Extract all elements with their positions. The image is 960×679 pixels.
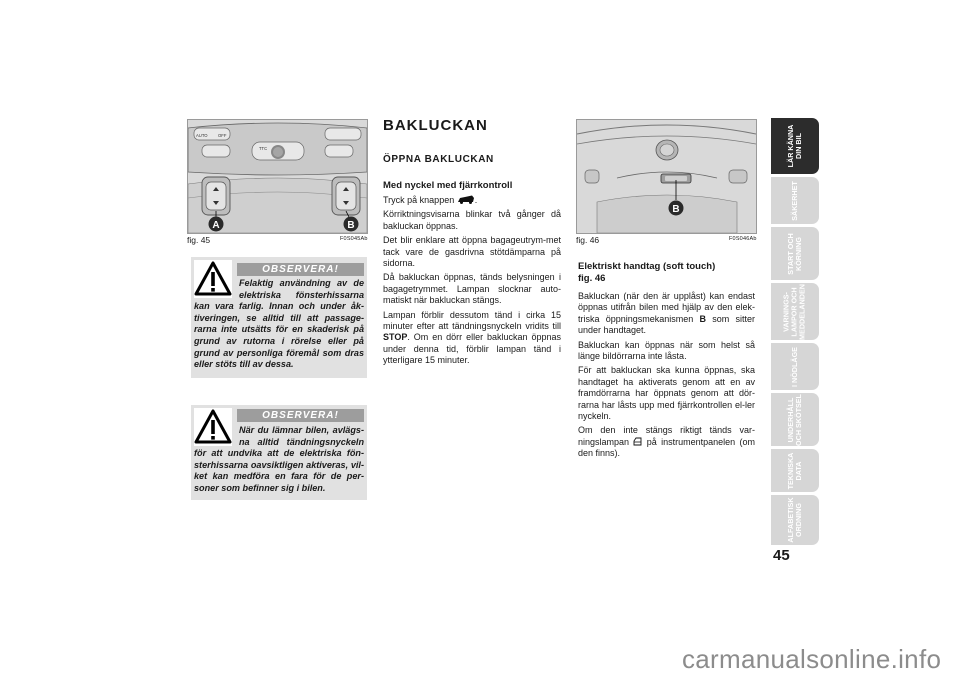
section-subtitle: ÖPPNA BAKLUCKAN [383,154,494,165]
tab-label: TEKNISKA DATA [785,452,803,489]
warning-box-1 [191,257,367,378]
warning-heading: OBSERVERA! [237,409,364,422]
paragraph: Körriktningsvisarna blinkar två gånger då bakluckan öppnas. [383,209,561,231]
paragraph-key-button: Tryck på knappen . [383,195,478,205]
figure-45-image [187,119,368,234]
figure-46-image [576,119,757,234]
watermark: carmanualsonline.info [682,644,942,674]
page-title: BAKLUCKAN [383,117,488,134]
paragraph: Det blir enklare att öppna bagageutrym-met tack vare de gasdrivna stötdämparna på sidorna. [383,235,561,269]
paragraph: Då bakluckan öppnas, tänds belysningen i bagagetrymmet. Lampan slocknar auto-matiskt när bakluckan stängs. [383,272,561,306]
label-a: A [212,220,220,231]
tab-alfabetisk-ordning[interactable] [771,495,819,545]
tab-label: VARNINGS- LAMPOR OCH MEDDELANDEN [781,283,808,340]
warning-text: När du lämnar bilen, avlägs-na alltid tändningsnyckeln för att undvika att de elektriska fön-sterhissarna oavsiktligen aktiveras, vil-ket kan medföra en fara för de per-soner som befinner sig i bilen. [194,425,364,493]
fig-45-code: F0S045Ab [340,236,368,242]
section-heading [578,261,715,285]
ttc-label: TTC [259,146,268,151]
tab-varningslampor[interactable] [771,283,819,340]
right-text-column [578,291,755,460]
paragraph-warning-lamp: Om den inte stängs riktigt tänds var-ningslampan på instrumentpanelen (om den finns). [578,425,755,459]
tab-label: LÄR KÄNNA DIN BIL [785,124,803,168]
label-b: B [672,204,680,215]
tab-label: I NÖDLÄGE [789,346,799,387]
tab-label: ALFABETISK ORDNING [785,497,803,543]
tab-label: START OCH KÖRNING [785,232,803,275]
fig-45-caption: fig. 45 [187,235,211,245]
car-trunk-key-icon [457,195,475,204]
paragraph-lamp: Lampan förblir dessutom tänd i cirka 15 minuter efter att tändningsnyckeln vridits till STOP. Om en dörr eller bakluckan öppnas under denna tid, förblir lampan tänd i ytterligare 15 minuter. [383,309,561,366]
tab-lar-kanna-din-bil[interactable] [771,118,819,174]
tab-underhall-och-skotsel[interactable] [771,393,819,446]
warning-heading: OBSERVERA! [237,263,364,276]
paragraph: Bakluckan kan öppnas när som helst så länge bildörrarna inte låsta. [578,339,755,362]
tab-tekniska-data[interactable] [771,449,819,492]
heading-line: Elektriskt handtag (soft touch) [578,261,716,272]
label-b: B [347,220,355,231]
heading-line: fig. 46 [578,273,606,284]
auto-label: AUTO [196,133,208,138]
tab-sakerhet[interactable] [771,177,819,224]
warning-text: Felaktig användning av de elektriska fönsterhissarna kan vara farlig. Innan och under åk-tiveringen, se alltid till att passage-rarna inte utsätts för en skaderisk på grund av rutorna i rörelse eller på grund av personliga föremål som dras eller stöts till av dessa. [194,278,364,370]
tab-i-nodlage[interactable] [771,343,819,390]
fig-46-code: F0S046Ab [729,236,757,242]
paragraph-handle: Bakluckan (när den är upplåst) kan endast öppnas utifrån bilen med hjälp av den elek-triska öppningsmekanismen B som sitter under handtaget. [578,291,755,336]
tab-label: UNDERHÅLL OCH SKÖTSEL [785,393,803,446]
warning-box-2 [191,405,367,500]
paragraph: För att bakluckan ska kunna öppnas, ska handtaget ha aktiverats genom att en av framdörrarna har öppnats genom att dör-rarna har låsts upp med fjärrkontrollen el-ler nyckeln. [578,365,755,422]
page-number: 45 [773,547,790,564]
tab-start-och-korning[interactable] [771,227,819,280]
tailgate-handle-illustration [577,120,756,233]
main-text-column [383,195,561,367]
section-heading: Med nyckel med fjärrkontroll [383,180,513,191]
climate-panel-illustration [188,120,367,233]
off-label: OFF [218,133,227,138]
fig-46-caption: fig. 46 [576,235,600,245]
tab-label: SÄKERHET [789,180,799,221]
